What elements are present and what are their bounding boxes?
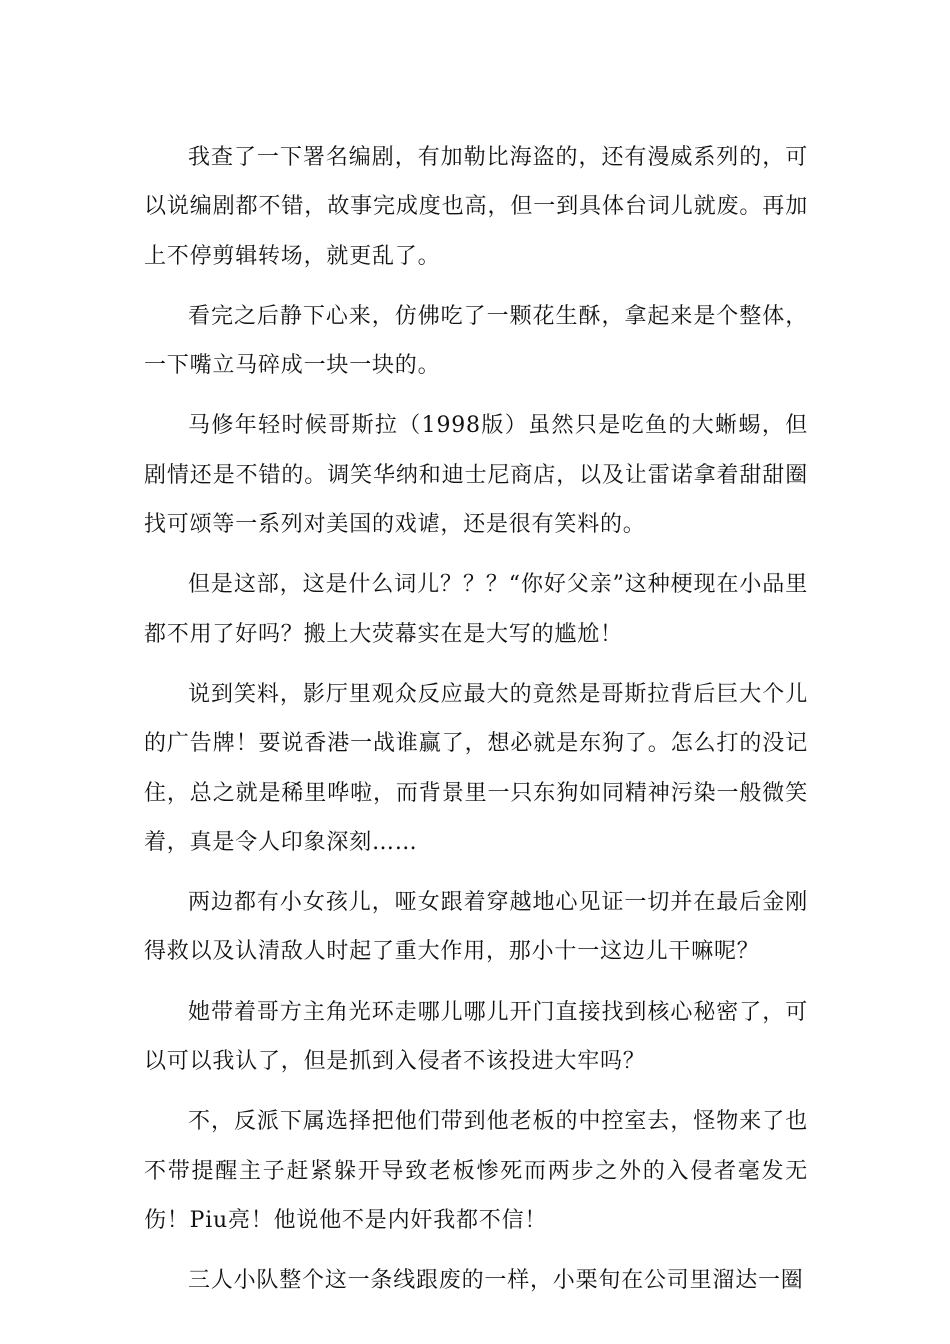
paragraph-9: 三人小队整个这一条线跟废的一样，小栗旬在公司里溜达一圈: [188, 1268, 804, 1294]
paragraph-4: 但是这部，这是什么词儿？？？“你好父亲”这种梗现在小品里都不用了好吗？搬上大荧幕实在是大写的尴尬！: [144, 572, 808, 647]
paragraph-3: 马修年轻时候哥斯拉（1998版）虽然只是吃鱼的大蜥蜴，但剧情还是不错的。调笑华纳和迪士尼商店，以及让雷诺拿着甜甜圈找可颂等一系列对美国的戏谑，还是很有笑料的。: [144, 413, 808, 538]
paragraph-5: 说到笑料，影厅里观众反应最大的竟然是哥斯拉背后巨大个儿的广告牌！要说香港一战谁赢了，想必就是东狗了。怎么打的没记住，总之就是稀里哗啦，而背景里一只东狗如同精神污染一般微笑着，真是令人印象深刻……: [144, 681, 808, 855]
paragraph-8: 不，反派下属选择把他们带到他老板的中控室去，怪物来了也不带提醒主子赶紧躲开导致老板惨死而两步之外的入侵者毫发无伤！Piu亮！他说他不是内奸我都不信！: [144, 1109, 808, 1233]
paragraph-1: 我查了一下署名编剧，有加勒比海盗的，还有漫威系列的，可以说编剧都不错，故事完成度也高，但一到具体台词儿就废。再加上不停剪辑转场，就更乱了。: [144, 145, 808, 269]
paragraph-6: 两边都有小女孩儿，哑女跟着穿越地心见证一切并在最后金刚得救以及认清敌人时起了重大作用，那小十一这边儿干嘛呢？: [144, 890, 808, 965]
paragraph-2: 看完之后静下心来，仿佛吃了一颗花生酥，拿起来是个整体，一下嘴立马碎成一块一块的。: [144, 303, 808, 379]
document-body: [144, 133, 808, 1317]
paragraph-7: 她带着哥方主角光环走哪儿哪儿开门直接找到核心秘密了，可以可以我认了，但是抓到入侵者不该投进大牢吗？: [144, 999, 808, 1075]
